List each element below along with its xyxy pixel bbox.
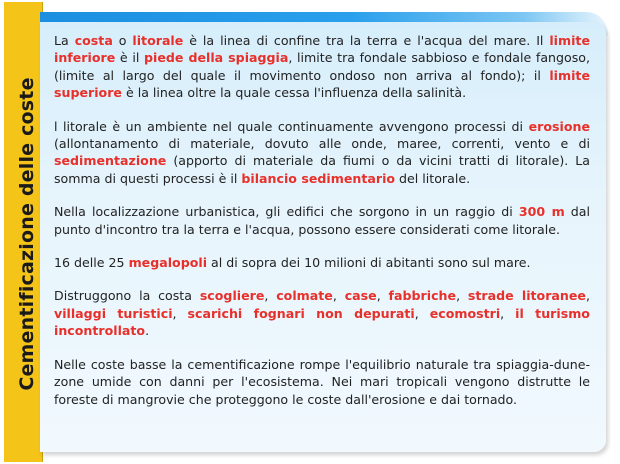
text-run: , — [414, 305, 430, 321]
highlight-term: case — [344, 288, 377, 304]
highlight-term: scogliere — [199, 288, 265, 304]
text-run: , limite tra fondale sabbioso e fondale fangoso, (limite al largo del quale il movimento ondoso non arriva al fondo); il — [54, 50, 590, 83]
text-run: , — [264, 288, 277, 304]
highlight-term: ecomostri — [429, 305, 501, 321]
highlight-term: megalopoli — [128, 255, 208, 271]
highlight-term: limite inferiore — [54, 33, 590, 66]
highlight-term: villaggi turistici — [54, 305, 173, 321]
highlight-term: il turismo incontrollato — [54, 305, 590, 339]
text-run: o — [112, 33, 133, 48]
text-run: , — [585, 288, 590, 304]
paragraph — [54, 287, 590, 339]
slide-body — [54, 32, 590, 424]
slide-title: Cementificazione delle coste — [16, 77, 38, 391]
text-run: , — [456, 288, 468, 304]
paragraph — [54, 203, 590, 238]
paragraph — [54, 118, 590, 188]
highlight-term: colmate — [276, 288, 333, 304]
highlight-term: litorale — [132, 33, 184, 48]
text-run: è la linea oltre la quale cessa l'influenza della salinità. — [121, 85, 467, 101]
highlight-term: strade litoranee — [467, 288, 586, 304]
text-run: è il — [115, 50, 144, 66]
text-run: al di sopra dei 10 milioni di abitanti sono sul mare. — [207, 255, 531, 271]
highlight-term: erosione — [528, 118, 590, 134]
text-run: 16 delle 25 — [54, 255, 129, 271]
highlight-term: bilancio sedimentario — [241, 170, 396, 186]
text-run: è la linea di confine tra la terra e l'acqua del mare. Il — [183, 33, 550, 48]
text-run: , — [172, 305, 188, 321]
text-run: (apporto di materiale da fiumi o da vicini tratti di litorale). La somma di questi processi è il — [54, 153, 590, 186]
highlight-term: scarichi fognari non depurati — [187, 305, 415, 321]
paragraph — [54, 32, 590, 102]
highlight-term: limite superiore — [54, 67, 590, 101]
highlight-term: piede della spiaggia — [143, 50, 289, 66]
text-run: , — [332, 288, 345, 304]
text-run: Distruggono la costa — [54, 288, 200, 304]
highlight-term: 300 m — [518, 204, 565, 220]
highlight-term: sedimentazione — [54, 153, 167, 169]
text-run: La — [54, 33, 75, 48]
text-run: . — [145, 323, 150, 339]
text-run: (allontanamento di materiale, dovuto alle onde, maree, correnti, vento e di — [54, 136, 590, 152]
paragraph — [54, 254, 590, 271]
text-run: l litorale è un ambiente nel quale continuamente avvengono processi di — [54, 118, 529, 134]
highlight-term: fabbriche — [388, 288, 457, 304]
text-run: , — [376, 288, 389, 304]
highlight-term: costa — [74, 33, 113, 48]
text-run: dal punto d'incontro tra la terra e l'acqua, possono essere considerati come litorale. — [54, 204, 590, 237]
title-band — [4, 2, 42, 462]
text-run: del litorale. — [395, 170, 471, 186]
text-run: Nella localizzazione urbanistica, gli edifici che sorgono in un raggio di — [54, 204, 519, 220]
text-run: Nelle coste basse la cementificazione rompe l'equilibrio naturale tra spiaggia-dune-zone umide con danni per l'ecosistema. Nei mari tropicali vengono distrutte le foreste di mangrovie che proteggono le coste dall'erosione e dai tornado. — [54, 356, 590, 407]
text-run: , — [500, 305, 516, 321]
paragraph — [54, 356, 590, 408]
